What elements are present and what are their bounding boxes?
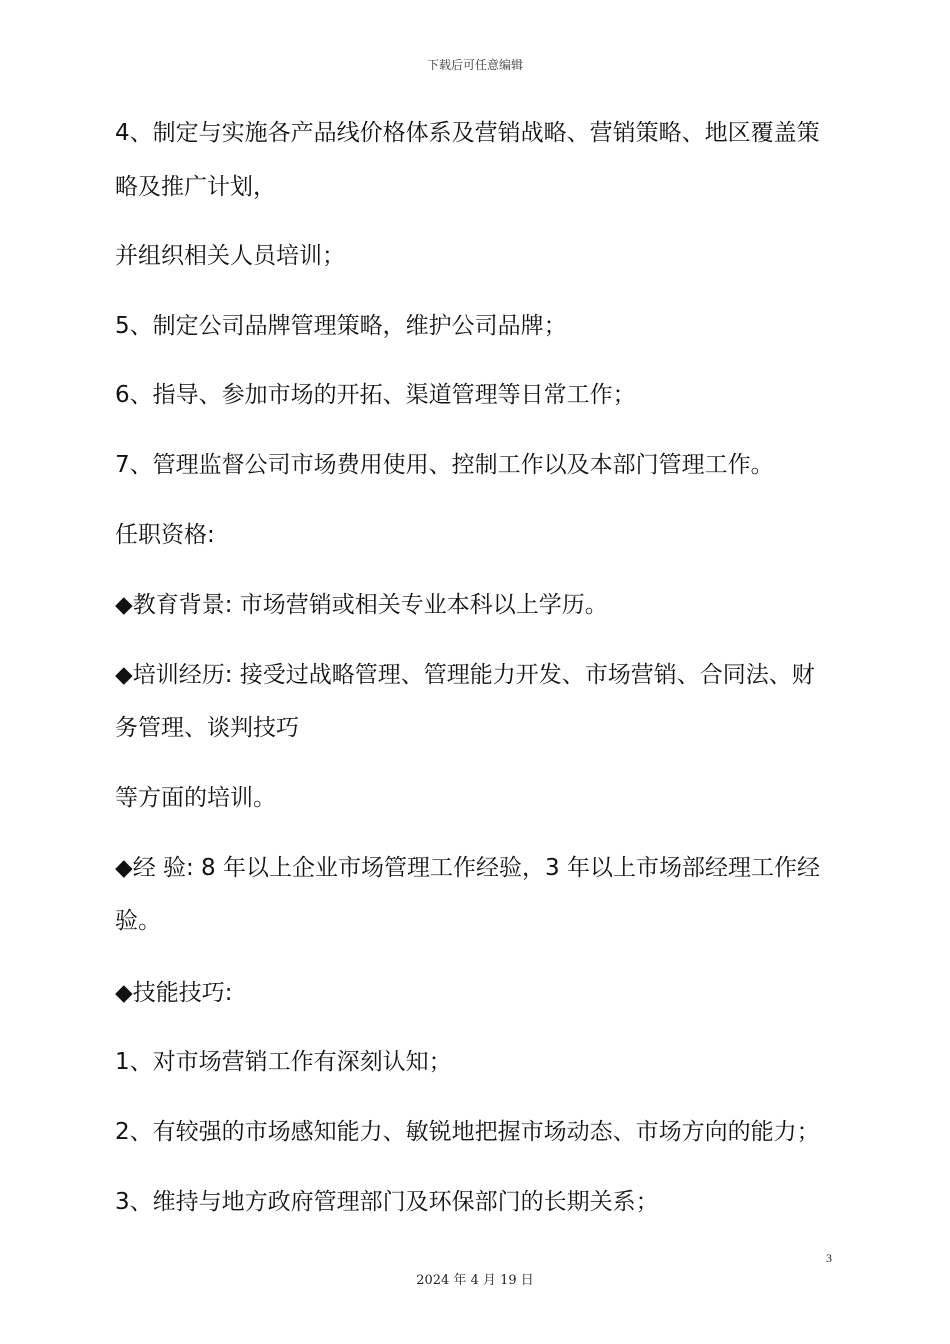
body-line: ◆培训经历: 接受过战略管理、管理能力开发、市场营销、合同法、财	[115, 662, 815, 688]
body-line: ◆技能技巧:	[115, 980, 233, 1006]
body-line: 2、有较强的市场感知能力、敏锐地把握市场动态、市场方向的能力；	[115, 1119, 820, 1145]
body-line: ◆教育背景: 市场营销或相关专业本科以上学历。	[115, 592, 608, 618]
body-line: 等方面的培训。	[115, 785, 276, 811]
body-line: 4、制定与实施各产品线价格体系及营销战略、营销策略、地区覆盖策	[115, 120, 820, 146]
body-line: 略及推广计划，	[115, 174, 276, 200]
body-line: ◆经 验: 8 年以上企业市场管理工作经验，3 年以上市场部经理工作经	[115, 855, 820, 881]
body-line: 任职资格:	[115, 522, 215, 548]
page-header: 下载后可任意编辑	[426, 58, 523, 72]
body-line: 验。	[115, 908, 161, 934]
body-line: 务管理、谈判技巧	[115, 715, 299, 741]
page-number: 3	[826, 1251, 832, 1265]
page-footer-date: 2024 年 4 月 19 日	[416, 1273, 534, 1288]
body-line: 1、对市场营销工作有深刻认知；	[115, 1049, 452, 1075]
body-line: 并组织相关人员培训；	[115, 243, 345, 269]
body-line: 6、指导、参加市场的开拓、渠道管理等日常工作；	[115, 382, 636, 408]
body-line: 5、制定公司品牌管理策略，维护公司品牌；	[115, 313, 567, 339]
body-line: 7、管理监督公司市场费用使用、控制工作以及本部门管理工作。	[115, 452, 774, 478]
body-line: 3、维持与地方政府管理部门及环保部门的长期关系；	[115, 1189, 659, 1215]
